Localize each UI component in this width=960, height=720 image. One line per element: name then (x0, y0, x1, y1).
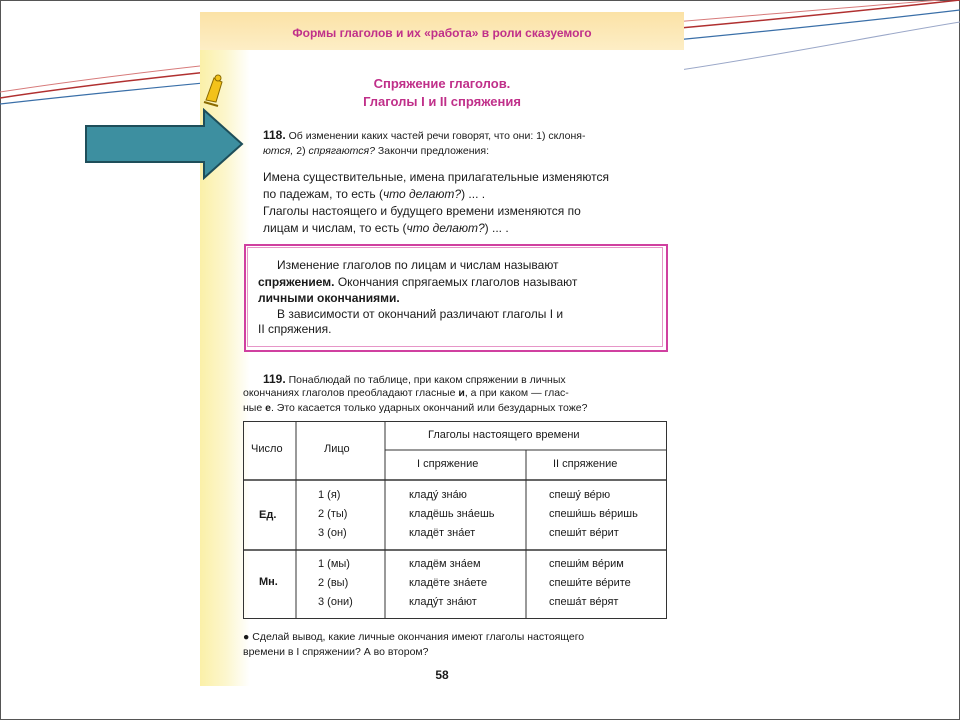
table-header-conj1: I спряжение (417, 458, 479, 470)
table-header-person: Лицо (324, 443, 350, 455)
section-subtitle: Глаголы I и II спряжения (363, 94, 521, 109)
ex119-number: 119. (263, 372, 286, 386)
list-item: спешу́ ве́рю (549, 489, 611, 501)
ex118-sentence4: лицам и числам, то есть (что делают?) ... . (263, 221, 509, 235)
list-item: кладёт зна́ет (409, 527, 476, 539)
arrow-right-icon (84, 108, 244, 180)
conclusion-line1: ● Сделай вывод, какие личные окончания имеют глаголы настоящего (243, 631, 585, 643)
list-item: кладу́ зна́ю (409, 489, 467, 501)
list-item: 1 (я) (318, 489, 341, 501)
list-item: кладёте зна́ете (409, 577, 488, 589)
ex119-line2: окончаниях глаголов преобладают гласные и, а при каком — глас- (243, 387, 569, 399)
table-row-number: Мн. (259, 576, 278, 588)
list-item: 2 (ты) (318, 508, 348, 520)
conclusion-line2: времени в I спряжении? А во втором? (243, 646, 429, 658)
rule-line2: спряжением. Окончания спрягаемых глаголов называют (258, 275, 578, 289)
list-item: кладём зна́ем (409, 558, 481, 570)
list-item: спеши́те ве́рите (549, 577, 631, 589)
table-row-number: Ед. (259, 509, 277, 521)
header-title: Формы глаголов и их «работа» в роли сказуемого (292, 26, 592, 40)
rule-line5: II спряжения. (258, 322, 332, 336)
rule-line1: Изменение глаголов по лицам и числам называют (277, 258, 559, 272)
list-item: кладу́т зна́ют (409, 596, 477, 608)
table-row-conj2 (549, 555, 631, 612)
ex119-line3: ные е. Это касается только ударных окончаний или безударных тоже? (243, 402, 588, 414)
list-item: 3 (он) (318, 527, 347, 539)
table-header-number: Число (251, 443, 283, 455)
ex118-sentence3: Глаголы настоящего и будущего времени изменяются по (263, 204, 581, 218)
table-row-persons (318, 555, 353, 612)
rule-line3: личными окончаниями. (258, 291, 400, 305)
list-item: 1 (мы) (318, 558, 350, 570)
ex118-sentence1: Имена существительные, имена прилагательные изменяются (263, 170, 609, 184)
table-header-conj2: II спряжение (553, 458, 618, 470)
list-item: кладёшь зна́ешь (409, 508, 495, 520)
ex118-line1: 118. Об изменении каких частей речи говорят, что они: 1) склоня- (263, 128, 586, 142)
list-item: спеши́м ве́рим (549, 558, 624, 570)
ex119-line1: 119. Понаблюдай по таблице, при каком спряжении в личных (263, 372, 566, 386)
ex118-sentence2: по падежам, то есть (что делают?) ... . (263, 187, 486, 201)
list-item: спеши́т ве́рит (549, 527, 619, 539)
section-title: Спряжение глаголов. (373, 76, 511, 91)
page-number: 58 (435, 668, 449, 682)
list-item: спеши́шь ве́ришь (549, 508, 638, 520)
table-row-conj1 (409, 555, 487, 612)
ex118-line2: ются, 2) спрягаются? Закончи предложения: (263, 145, 490, 157)
table-header-verbs: Глаголы настоящего времени (428, 429, 580, 441)
list-item: спеша́т ве́рят (549, 596, 619, 608)
table-row-conj1 (409, 486, 495, 543)
ex118-number: 118. (263, 128, 286, 142)
table-row-persons (318, 486, 347, 543)
rule-line4: В зависимости от окончаний различают глаголы I и (277, 307, 564, 321)
list-item: 2 (вы) (318, 577, 349, 589)
table-row-conj2 (549, 486, 638, 543)
list-item: 3 (они) (318, 596, 353, 608)
